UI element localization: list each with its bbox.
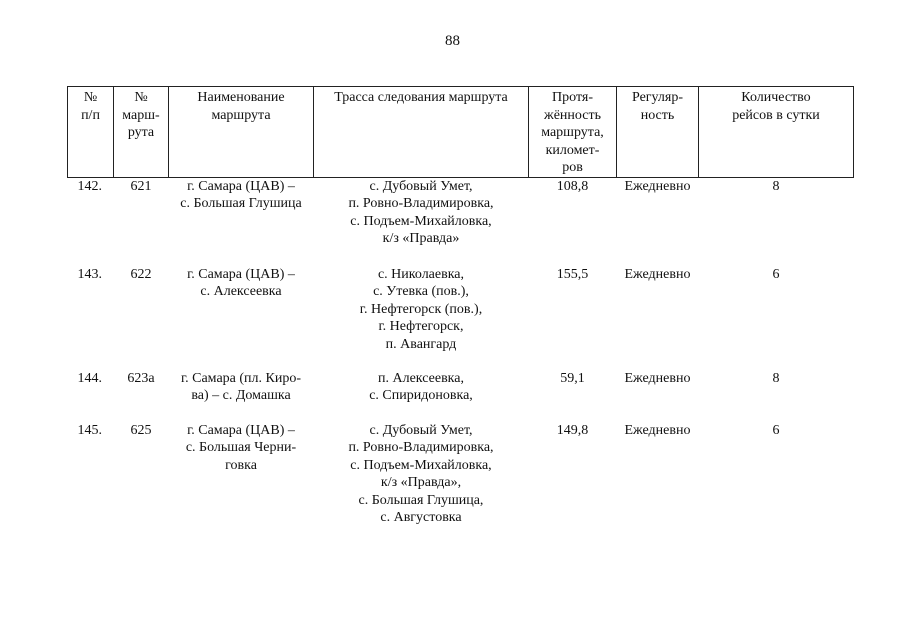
row-trips: 6 (772, 422, 780, 438)
cell-line: № (83, 90, 98, 105)
cell-line: рута (127, 125, 155, 140)
table-row (68, 266, 854, 370)
cell-line: с. Большая Глушица, (358, 492, 484, 508)
row-regularity: Ежедневно (624, 266, 691, 282)
cell-line: с. Утевка (пов.), (373, 284, 469, 299)
cell-line: с. Спиридоновка, (369, 388, 473, 403)
cell-line: километ- (545, 142, 600, 158)
header-length-lines (532, 89, 613, 177)
row-num: 145. (77, 422, 102, 438)
row-length: 59,1 (560, 370, 585, 386)
row-route-name-lines (172, 370, 311, 405)
cell-line: говка (225, 457, 257, 473)
cell-line: г. Самара (ЦАВ) – (187, 178, 295, 194)
row-regularity: Ежедневно (624, 422, 691, 438)
cell-line: маршрута, (541, 125, 604, 140)
cell-line: г. Самара (пл. Киро- (180, 370, 302, 386)
header-length (529, 87, 617, 178)
table-row (68, 422, 854, 532)
row-route-name-lines (172, 266, 311, 301)
cell-line: с. Подъем-Михайловка, (350, 213, 492, 229)
row-route-path (314, 370, 529, 422)
cell-line: п. Ровно-Владимировка, (348, 440, 494, 455)
page-number: 88 (445, 33, 460, 49)
row-route-path-lines (317, 422, 526, 527)
header-regularity-lines (620, 89, 695, 124)
cell-line: с. Алексеевка (200, 284, 282, 299)
row-route-name-lines (172, 422, 311, 475)
row-trips: 6 (772, 266, 780, 282)
cell-line: п. Авангард (385, 336, 457, 352)
row-route-path (314, 422, 529, 532)
cell-line: с. Дубовый Умет, (369, 422, 473, 438)
row-regularity: Ежедневно (624, 370, 691, 386)
cell-line: Регуляр- (631, 90, 684, 105)
cell-line: с. Подъем-Михайловка, (350, 457, 492, 473)
row-length: 155,5 (556, 266, 589, 282)
cell-line: п/п (81, 107, 100, 123)
table-body (68, 177, 854, 532)
cell-line: жённость (544, 107, 601, 123)
table-header (68, 87, 854, 178)
row-length: 108,8 (556, 178, 589, 194)
header-row (68, 87, 854, 178)
cell-line: с. Августовка (380, 510, 462, 525)
row-regularity: Ежедневно (624, 178, 691, 194)
header-num-lines (71, 89, 110, 124)
header-route-name-lines (172, 89, 310, 124)
cell-line: с. Дубовый Умет, (369, 178, 473, 194)
header-route-path (314, 87, 529, 178)
row-trips: 8 (772, 370, 780, 386)
cell-line: п. Ровно-Владимировка, (348, 196, 494, 211)
row-length: 149,8 (556, 422, 589, 438)
header-route-name (169, 87, 314, 178)
cell-line: к/з «Правда» (382, 231, 460, 246)
cell-line: г. Нефтегорск, (378, 319, 464, 334)
row-route-no: 625 (130, 422, 152, 438)
row-num: 143. (77, 266, 102, 282)
header-route-path-lines (317, 89, 525, 107)
cell-line: г. Самара (ЦАВ) – (187, 422, 295, 438)
row-route-no: 623а (127, 370, 155, 386)
row-route-path (314, 266, 529, 370)
row-route-name (169, 370, 314, 422)
row-route-no: 622 (130, 266, 152, 282)
cell-line: маршрута (211, 107, 271, 123)
header-num (68, 87, 114, 178)
header-trips-lines (702, 89, 850, 124)
cell-line: марш- (122, 107, 160, 123)
row-route-path-lines (317, 178, 526, 248)
cell-line: п. Алексеевка, (378, 370, 464, 386)
cell-line: ров (562, 160, 583, 175)
row-num: 142. (77, 178, 102, 194)
row-route-path (314, 177, 529, 266)
row-trips: 8 (772, 178, 780, 194)
cell-line: ность (640, 107, 675, 123)
row-route-name (169, 422, 314, 532)
cell-line: № (134, 90, 148, 105)
cell-line: Количество (741, 90, 811, 105)
cell-line: ва) – с. Домашка (191, 388, 291, 403)
table-row (68, 177, 854, 266)
cell-line: г. Нефтегорск (пов.), (359, 301, 483, 317)
cell-line: Трасса следования маршрута (334, 90, 508, 105)
cell-line: с. Николаевка, (377, 266, 465, 282)
row-route-path-lines (317, 370, 526, 405)
cell-line: с. Большая Черни- (185, 440, 297, 455)
row-num: 144. (77, 370, 102, 386)
header-regularity (617, 87, 699, 178)
header-route-no (114, 87, 169, 178)
routes-table (67, 86, 854, 532)
header-trips (699, 87, 854, 178)
row-route-no: 621 (130, 178, 152, 194)
row-route-path-lines (317, 266, 526, 354)
cell-line: рейсов в сутки (732, 107, 820, 123)
cell-line: Наименование (197, 90, 285, 105)
header-route-no-lines (117, 89, 165, 142)
row-route-name (169, 177, 314, 266)
cell-line: г. Самара (ЦАВ) – (187, 266, 295, 282)
cell-line: с. Большая Глушица (180, 196, 302, 211)
cell-line: Протя- (552, 90, 593, 105)
table-row (68, 370, 854, 422)
row-route-name (169, 266, 314, 370)
cell-line: к/з «Правда», (380, 475, 462, 490)
row-route-name-lines (172, 178, 311, 213)
